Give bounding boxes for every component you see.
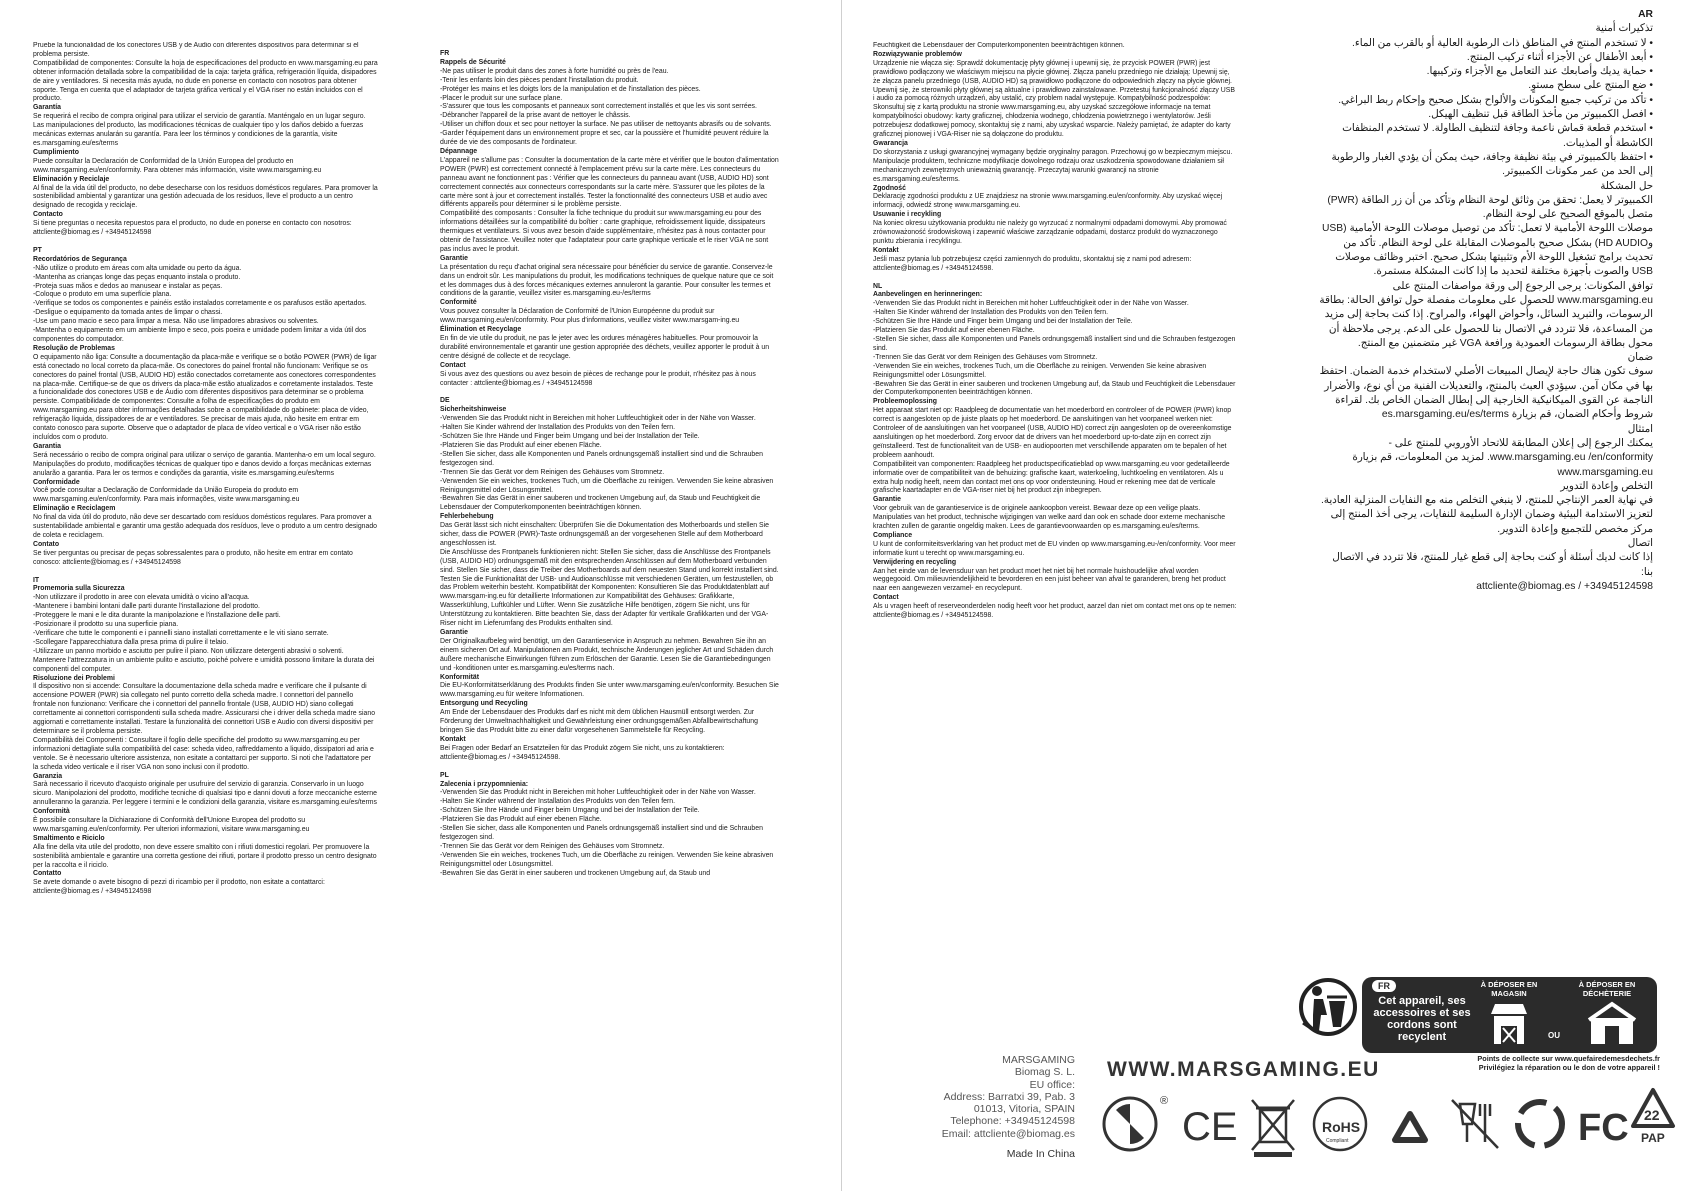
paragraph: -Halten Sie Kinder während der Installation des Produkts von den Teilen fern. — [440, 798, 676, 806]
section-heading: Garantia — [33, 442, 61, 450]
paragraph: -Posizionare il prodotto su una superficie piana. — [33, 621, 179, 629]
paragraph: -Protéger les mains et les doigts lors de la manipulation et de l'installation des pièces. — [440, 85, 701, 93]
text-column-1 — [33, 42, 378, 1177]
paragraph: موصلات اللوحة الأمامية لا تعمل: تأكد من توصيل موصلات اللوحة الأمامية (USB وHD AUDIO) بشكل صحيح بالموصلات المقابلة على لوحة النظام. تأكد من تحديث برامج تشغيل اللوحة الأم وتثبيتها بشكل صحيح. اختبر وظائف موصلات USB والصوت بأجهزة مختلفة لتحديد ما إذا كانت المشكلة مستمرة. — [1321, 223, 1653, 278]
paragraph: -Coloque o produto em uma superfície plana. — [33, 291, 172, 299]
section-heading: Contact — [440, 361, 466, 369]
section — [33, 42, 378, 238]
language-code: FR — [440, 50, 450, 57]
paragraph: attcliente@biomag.es / +34945124598 — [1476, 580, 1653, 592]
paragraph: -Não utilize o produto em áreas com alta umidade ou perto da água. — [33, 264, 242, 272]
triman-info-badge — [1362, 977, 1657, 1053]
pap-number: 22 — [1644, 1107, 1660, 1123]
paragraph: -Verwenden Sie das Produkt nicht in Bereichen mit hoher Luftfeuchtigkeit oder in der Nähe von Wasser. — [873, 300, 1189, 308]
paragraph: Urządzenie nie włącza się: Sprawdź dokumentację płyty głównej i upewnij się, że przycisk POWER (PWR) jest prawidłowo podłączony we właściwym miejscu na płycie głównej. Złącza panelu przedniego nie działają: Upewnij się, że złącza panelu przedniego (USB, AUDIO HD) są prawidłowo podłączone do odpowiednich złączy na płycie głównej. Upewnij się, że sterowniki płyty głównej są aktualne i prawidłowo zainstalowane. Przetestuj funkcjonalność złączy USB i audio za pomocą różnych urządzeń, aby ustalić, czy problem nadal występuje. Kompatybilność podzespołów: Skonsultuj się z kartą produktu na stronie www.marsgaming.eu, aby uzyskać szczegółowe informacje na temat kompatybilności obudowy: karty graficznej, chłodzenia wodnego, chłodzenia powietrznego i wentylatorów. Jeśli potrzebujesz dodatkowej pomocy, skontaktuj się z nami, aby uzyskać wsparcie. Należy pamiętać, że adapter do karty graficznej pionowej i VGA-Riser nie są dołączone do produktu. — [873, 59, 1235, 139]
paragraph: Jeśli masz pytania lub potrzebujesz części zamiennych do produktu, skontaktuj się z nami pod adresem: attcliente@biomag.es / +34945124598. — [873, 255, 1192, 272]
section — [873, 42, 1238, 274]
paragraph: -Proteggere le mani e le dita durante la manipolazione e l'installazione delle parti. — [33, 612, 281, 620]
paragraph: Bei Fragen oder Bedarf an Ersatzteilen für das Produkt zögern Sie nicht, uns zu kontaktieren: attcliente@biomag.es / +34945124598. — [440, 744, 725, 761]
paragraph: -Bewahren Sie das Gerät in einer sauberen und trockenen Umgebung auf, da Staub und Feuchtigkeit die Lebensdauer der Computerkomponenten beeinträchtigen können. — [873, 380, 1236, 397]
paragraph: • أبعد الأطفال عن الأجزاء أثناء تركيب المنتج. — [1466, 51, 1653, 63]
paragraph: -Platzieren Sie das Produkt auf einer ebenen Fläche. — [440, 816, 602, 824]
section-heading: Kontakt — [440, 735, 466, 743]
paragraph: Você pode consultar a Declaração de Conformidade da União Europeia do produto em www.marsgaming.eu/en/conformity. Para mais informações, visite www.marsgaming.eu — [33, 487, 300, 504]
option-dechetterie: À DÉPOSER EN DÉCHÈTERIE — [1578, 980, 1636, 998]
paragraph: -Trennen Sie das Gerät vor dem Reinigen des Gehäuses vom Stromnetz. — [440, 468, 665, 476]
rohs-icon — [1314, 1098, 1366, 1150]
section-heading: Usuwanie i recykling — [873, 211, 942, 219]
paragraph: -Platzieren Sie das Produkt auf einer ebenen Fläche. — [440, 441, 602, 449]
paragraph: -Utiliser un chiffon doux et sec pour nettoyer la surface. Ne pas utiliser de nettoyants abrasifs ou de solvants. — [440, 121, 772, 129]
text-column-arabic — [1318, 8, 1653, 688]
pap-recycle-icon — [1627, 1082, 1679, 1154]
section — [873, 283, 1238, 621]
paragraph: -Halten Sie Kinder während der Installation des Produkts von den Teilen fern. — [440, 424, 676, 432]
company-address: Address: Barratxi 39, Pab. 3 — [943, 1090, 1075, 1103]
website-url: WWW.MARSGAMING.EU — [1107, 1058, 1380, 1081]
paragraph: -Proteja suas mãos e dedos ao manusear e instalar as peças. — [33, 282, 223, 290]
paragraph: Compatibilité des composants : Consulter la fiche technique du produit sur www.marsgaming.eu pour des informations détaillées sur la compatibilité du boîtier : carte graphique, refroidissement liquide, dissipateurs thermiques et ventilateurs. Si vous avez besoin d'aide supplémentaire, n'hésitez pas à nous contacter pour obtenir de l'assistance. Veuillez noter que l'adaptateur pour carte graphique verticale et le riser VGA ne sont pas inclus avec le produit. — [440, 210, 769, 253]
rohs-label: RoHS — [1322, 1119, 1361, 1135]
language-code: PL — [440, 771, 449, 779]
paragraph: O equipamento não liga: Consulte a documentação da placa-mãe e verifique se o botão POWER (PWR) de ligar está conectado no local correto da placa-mãe. Os conectores do painel frontal não funcionam: Verifique se os conectores do painel frontal (USB, AUDIO HD) estão conectados corretamente aos conectores correspondentes na placa-mãe. Certifique-se de que os drivers da placa-mãe estão atualizados e corretamente instalados. Teste a funcionalidade dos conectores USB e de Áudio com diferentes dispositivos para determinar se o problema persiste. Compatibilidade de componentes: Consulte a folha de especificações do produto em www.marsgaming.eu para obter informações detalhadas sobre a compatibilidade do gabinete: placa de vídeo, refrigeração líquida, dissipadores de ar e ventiladores. Se precisar de mais ajuda, não hesite em entrar em contato conosco para suporte. Observe que o adaptador de placa de vídeo vertical e o VGA riser não estão incluídos com o produto. — [33, 353, 377, 441]
paragraph: إذا كانت لديك أسئلة أو كنت بحاجة إلى قطع غيار للمنتج، فلا تتردد في الاتصال بنا: — [1332, 552, 1653, 578]
section-heading: Eliminação e Reciclagem — [33, 505, 116, 513]
section-heading: Garantie — [440, 629, 468, 636]
language-code: DE — [440, 397, 450, 405]
section-heading: Kontakt — [873, 246, 899, 254]
paragraph: • احتفظ بالكمبيوتر في بيئة نظيفة وجافة، حيث يمكن أن يؤدي الغبار والرطوبة إلى الحد من عمر مكونات الكمبيوتر. — [1331, 151, 1653, 178]
section-heading: Rozwiązywanie problemów — [873, 50, 962, 58]
paragraph: No final da vida útil do produto, não deve ser descartado com resíduos domésticos regulares. Para promover a sustentabilidade ambiental e garantir uma gestão adequada dos resíduos, leve o produto a um centro designado de coleta e reciclagem. — [33, 514, 377, 539]
section-heading: Aanbevelingen en herinneringen: — [873, 291, 983, 299]
section — [33, 577, 378, 898]
paragraph: Será necessário o recibo de compra original para utilizar o serviço de garantia. Mantenha-o em um local seguro. Manipulações do produto, modificações técnicas de qualquer tipo e danos devido a forças mecânicas externas anularão a garantia. Para ler os termos e condições da garantia, visite es.marsgaming.eu/es/terms — [33, 451, 376, 477]
green-dot-icon — [1104, 1098, 1156, 1150]
paragraph: -Stellen Sie sicher, dass alle Komponenten und Panels ordnungsgemäß installiert sind und die Schrauben festgezogen sind. — [440, 825, 763, 841]
section-heading: Conformità — [33, 808, 70, 816]
paragraph: -Desligue o equipamento da tomada antes de limpar o chassi. — [33, 309, 223, 317]
paragraph: -Garder l'équipement dans un environnement propre et sec, car la poussière et l'humidité peuvent réduire la durée de vie des composants de l'ordinateur. — [440, 130, 769, 147]
weee-bin-icon — [1252, 1100, 1294, 1157]
paragraph: -Débrancher l'appareil de la prise avant de nettoyer le châssis. — [440, 112, 631, 120]
section-heading: Élimination et Recyclage — [440, 326, 522, 334]
paragraph: L'appareil ne s'allume pas : Consulter la documentation de la carte mère et vérifier que le bouton d'alimentation POWER (PWR) est correctement connecté à l'emplacement prévu sur la carte mère. Les connecteurs du panneau avant ne fonctionnent pas : Vérifier que les connecteurs du panneau avant (USB, AUDIO HD) sont correctement connectés aux connecteurs correspondants sur la carte mère. S'assurer que les pilotes de la carte mère sont à jour et correctement installés. Tester la fonctionnalité des connecteurs USB et audio avec différents appareils pour déterminer si le problème persiste. — [440, 156, 779, 209]
recycle-loop-icon — [1518, 1102, 1562, 1146]
paragraph: -Placer le produit sur une surface plane. — [440, 94, 563, 102]
paragraph: Das Gerät lässt sich nicht einschalten: Überprüfen Sie die Dokumentation des Motherboards und stellen Sie sicher, dass die POWER (PWR)-Taste ordnungsgemäß an der vorgesehenen Stelle auf dem Motherboard angeschlossen ist. — [440, 522, 770, 547]
paragraph: Si tiene preguntas o necesita repuestos para el producto, no dude en ponerse en contacto con nosotros: attcliente@biomag.es / +34945124598 — [33, 220, 352, 237]
paragraph: -Use um pano macio e seco para limpar a mesa. Não use limpadores abrasivos ou solventes. — [33, 318, 319, 326]
paragraph: Die Anschlüsse des Frontpanels funktionieren nicht: Stellen Sie sicher, dass die Anschlüsse des Frontpanels (USB, AUDIO HD) ordnungsgemäß mit den entsprechenden Anschlüssen auf dem Motherboard verbunden sind. Stellen Sie sicher, dass die Treiber des Motherboards auf dem neuesten Stand und korrekt installiert sind. Testen Sie die Funktionalität der USB- und Audioanschlüsse mit verschiedenen Geräten, um festzustellen, ob das Problem weiterhin besteht. Kompatibilität der Komponenten: Konsultieren Sie das Produktdatenblatt auf www.marsgam-ing.eu für detaillierte Informationen zur Kompatibilität des Gehäuses: Grafikkarte, Wasserkühlung, Luftkühler und Lüfter. Wenn Sie zusätzliche Hilfe benötigen, zögern Sie nicht, uns für Unterstützung zu kontaktieren. Bitte beachten Sie, dass der Adapter für vertikale Grafikkarten und der VGA-Riser nicht im Lieferumfang des Produkts enthalten sind. — [440, 548, 779, 628]
paragraph: Als u vragen heeft of reserveonderdelen nodig heeft voor het product, aarzel dan niet om contact met ons op te nemen: attcliente@biomag.es / +34945124598. — [873, 603, 1237, 620]
section-heading: Conformidade — [33, 478, 80, 486]
paragraph: Alla fine della vita utile del prodotto, non deve essere smaltito con i rifiuti domestici regolari. Per promuovere la sostenibilità ambientale e garantire una corretta gestione dei rifiuti, portare il prodotto presso un centro designato per la raccolta e il riciclo. — [33, 843, 377, 869]
paragraph: في نهاية العمر الإنتاجي للمنتج، لا ينبغي التخلص منه مع النفايات المنزلية العادية. لتعزيز الاستدامة البيئية وضمان الإدارة السليمة للنفايات، يرجى أخذ المنتج إلى مركز مخصص للتجميع وإعادة التدوير. — [1320, 495, 1653, 535]
paragraph: اتصال — [1627, 537, 1653, 549]
paragraph: Die EU-Konformitätserklärung des Produkts finden Sie unter www.marsgaming.eu/en/conformity. Besuchen Sie www.marsgaming.eu für weitere Informationen. — [440, 682, 779, 699]
paragraph: -Verwenden Sie ein weiches, trockenes Tuch, um die Oberfläche zu reinigen. Verwenden Sie keine abrasiven Reinigungsmittel oder Lösungsmittel. — [440, 851, 774, 868]
paragraph: Vous pouvez consulter la Déclaration de Conformité de l'Union Européenne du produit sur www.marsgaming.eu/en/conformity. Pour plus d'informations, veuillez visiter www.marsgam-ing.eu — [440, 308, 740, 325]
rohs-compliant: Compliant — [1326, 1138, 1349, 1144]
paragraph: يمكنك الرجوع إلى إعلان المطابقة للاتحاد الأوروبي للمنتج على -www.marsgaming.eu /en/conformity. لمزيد من المعلومات، قم بزيارة www.marsgaming.eu — [1352, 437, 1653, 478]
paragraph: • ضع المنتج على سطح مستوٍ. — [1528, 80, 1653, 92]
triman-footer-line1: Points de collecte sur www.quefairedemesdechets.fr — [1477, 1054, 1660, 1063]
paragraph: Compatibilità dei Componenti : Consultare il foglio delle specifiche del prodotto su www.marsgaming.eu per informazioni dettagliate sulla compatibilità del case: scheda video, raffreddamento a liquido, dissipatori ad aria e ventole. Se è necessario ulteriore assistenza, non esitate a contattarci per supporto. Si noti che l'adattatore per la scheda video verticale e il riser VGA non sono inclusi con il prodotto. — [33, 736, 374, 771]
paragraph: -Halten Sie Kinder während der Installation des Produkts von den Teilen fern. — [873, 309, 1109, 317]
paragraph: -Trennen Sie das Gerät vor dem Reinigen des Gehäuses vom Stromnetz. — [440, 842, 665, 850]
paragraph: • استخدم قطعة قماش ناعمة وجافة لتنظيف الطاولة. لا تستخدم المنظفات الكاشطة أو المذيبات. — [1342, 123, 1653, 149]
section-heading: Smaltimento e Riciclo — [33, 834, 105, 842]
paragraph: -Bewahren Sie das Gerät in einer sauberen und trockenen Umgebung auf, da Staub und Feuchtigkeit die Lebensdauer der Computerkomponenten beeinträchtigen können. — [440, 495, 761, 512]
paragraph: • تأكد من تركيب جميع المكونات والألواح بشكل صحيح وإحكام ربط البراغي. — [1338, 94, 1653, 106]
paragraph: • افصل الكمبيوتر من مأخذ الطاقة قبل تنظيف الهيكل. — [1428, 109, 1653, 121]
paragraph: -Verwenden Sie ein weiches, trockenes Tuch, um die Oberfläche zu reinigen. Verwenden Sie keine abrasiven Reinigungsmittel oder Lösungsmittel. — [873, 362, 1207, 379]
paragraph: -Trennen Sie das Gerät vor dem Reinigen des Gehäuses vom Stromnetz. — [873, 353, 1098, 361]
paragraph: -Verwenden Sie das Produkt nicht in Bereichen mit hoher Luftfeuchtigkeit oder in der Nähe von Wasser. — [440, 415, 756, 423]
paragraph: الكمبيوتر لا يعمل: تحقق من وثائق لوحة النظام وتأكد من أن زر الطاقة (PWR) متصل بالموقع الصحيح على لوحة النظام. — [1327, 194, 1653, 221]
section-heading: Garantía — [33, 104, 61, 112]
section — [440, 397, 780, 762]
section-heading: Fehlerbehebung — [440, 513, 494, 521]
made-in: Made In China — [1006, 1148, 1075, 1161]
paragraph: -Stellen Sie sicher, dass alle Komponenten und Panels ordnungsgemäß installiert sind und die Schrauben festgezogen sind. — [440, 450, 763, 467]
section-heading: Verwijdering en recycling — [873, 558, 957, 566]
paragraph: Aan het einde van de levensduur van het product moet het niet bij het normale huishoudelijke afval worden weggegooid. Om milieuvriendelijkheid te bevorderen en een juist beheer van afval te garanderen, breng het product naar een aangewezen verzamel- en recyclepunt. — [873, 567, 1226, 593]
section-heading: Contacto — [33, 211, 63, 219]
company-name: MARSGAMING — [1002, 1054, 1075, 1066]
section-heading: Eliminación y Reciclaje — [33, 175, 110, 183]
paragraph: Il dispositivo non si accende: Consultare la documentazione della scheda madre e verificare che il pulsante di accensione POWER (PWR) sia collegato nel punto corretto della scheda madre. I connettori del pannello frontale non funzionano: Verificare che i connettori del pannello frontale (USB, AUDIO HD) siano collegati correttamente ai connettori corrispondenti sulla scheda madre. Assicurarsi che i driver della scheda madre siano aggiornati e correttamente installati. Testare la funzionalità dei connettori USB e Audio con diversi dispositivi per determinare se il problema persiste. — [33, 683, 376, 735]
paragraph: Puede consultar la Declaración de Conformidad de la Unión Europea del producto en www.marsgaming.eu/en/conformity. Para obtener más información, visite www.marsgaming.eu — [33, 157, 322, 174]
paragraph: Si vous avez des questions ou avez besoin de pièces de rechange pour le produit, n'hésitez pas à nous contacter : attcliente@biomag.es / +34945124598 — [440, 370, 756, 387]
paragraph: Het apparaat start niet op: Raadpleeg de documentatie van het moederbord en controleer of de POWER (PWR) knop correct is aangesloten op de juiste plaats op het moederbord. De aansluitingen van het voorpaneel werken niet: Controleer of de aansluitingen van het voorpaneel (USB, AUDIO HD) correct zijn aangesloten op de overeenkomstige aansluitingen op het moederbord. Zorg ervoor dat de drivers van het moederbord up-to-date zijn en correct zijn geïnstalleerd. Test de functionaliteit van de USB- en audiopoorten met verschillende apparaten om te bepalen of het probleem aanhoudt. — [873, 407, 1232, 459]
pap-label: PAP — [1641, 1131, 1665, 1145]
paragraph: • لا تستخدم المنتج في المناطق ذات الرطوبة العالية أو بالقرب من الماء. — [1352, 37, 1653, 49]
food-contact-icon — [1452, 1100, 1498, 1148]
paragraph: -Schützen Sie Ihre Hände und Finger beim Umgang und bei der Installation der Teile. — [873, 318, 1133, 326]
section-heading: Entsorgung und Recycling — [440, 700, 528, 708]
section-heading: Zalecenia i przypomnienia: — [440, 780, 529, 788]
paragraph: En fin de vie utile du produit, ne pas le jeter avec les ordures ménagères habituelles. Pour promouvoir la durabilité environnementale et garantir une gestion appropriée des déchets, veuillez apporter le produit à un centre désigné de collecte et de recyclage. — [440, 335, 770, 360]
text-column-2 — [440, 50, 780, 1177]
section-heading: Conformité — [440, 299, 477, 307]
paragraph: -Verwenden Sie ein weiches, trockenes Tuch, um die Oberfläche zu reinigen. Verwenden Sie keine abrasiven Reinigungsmittel oder Lösungsmittel. — [440, 477, 774, 494]
paragraph: -Mantenha o equipamento em um ambiente limpo e seco, pois poeira e umidade podem limitar a vida útil dos componentes do computador. — [33, 327, 367, 343]
company-info — [920, 1054, 1075, 1160]
section-heading: Zgodność — [873, 184, 906, 192]
paragraph: -Utilizzare un panno morbido e asciutto per pulire il piano. Non utilizzare detergenti abrasivi o solventi. — [33, 647, 344, 655]
or-label: OU — [1548, 1031, 1560, 1040]
paragraph: -Mantenha as crianças longe das peças enquanto instala o produto. — [33, 273, 241, 281]
paragraph: -Tenir les enfants loin des pièces pendant l'installation du produit. — [440, 76, 639, 84]
section-heading: Dépannage — [440, 147, 478, 155]
paragraph: -Verwenden Sie das Produkt nicht in Bereichen mit hoher Luftfeuchtigkeit oder in der Nähe von Wasser. — [440, 789, 756, 797]
company-phone: Telephone: +34945124598 — [950, 1115, 1075, 1128]
language-code: NL — [873, 282, 883, 290]
section-heading: Contato — [33, 540, 60, 548]
paragraph: Am Ende der Lebensdauer des Produkts darf es nicht mit dem üblichen Hausmüll entsorgt werden. Zur Förderung der Umweltnachhaltigkeit und Gewährleistung einer ordnungsgemäßen Abfallbewirtschaftung bringen Sie das Produkt bitte zu einer dafür vorgesehenen Sammelstelle für Recycling. — [440, 709, 758, 734]
paragraph: Se tiver perguntas ou precisar de peças sobressalentes para o produto, não hesite em entrar em contato conosco: attcliente@biomag.es / +34945124598 — [33, 549, 353, 566]
section-heading: Risoluzione dei Problemi — [33, 674, 115, 682]
paragraph: -Verifique se todos os componentes e painéis estão instalados corretamente e os parafusos estão apertados. — [33, 300, 367, 308]
paragraph: Do skorzystania z usługi gwarancyjnej wymagany będzie oryginalny paragon. Przechowuj go w bezpiecznym miejscu. Manipulacje produktem, techniczne modyfikacje dowolnego rodzaju oraz uszkodzenia spowodowane działaniem sił mechanicznych zewnętrznych unieważnią gwarancję. Przeczytaj warunki gwarancji na stronie es.marsgaming.eu/es/terms. — [873, 148, 1233, 183]
paragraph: حل المشكلة — [1600, 180, 1653, 192]
section-heading: Garanzia — [33, 772, 63, 780]
section — [33, 247, 378, 568]
paragraph: -Bewahren Sie das Gerät in einer sauberen und trockenen Umgebung auf, da Staub und — [440, 869, 711, 877]
paragraph: La présentation du reçu d'achat original sera nécessaire pour bénéficier du service de garantie. Conservez-le dans un endroit sûr. Les manipulations du produit, les modifications techniques de quelque nature que ce soit et les dommages dus à des forces mécaniques externes annuleront la garantie. Pour consulter les termes et conditions de la garantie, veuillez visiter es.marsgaming.eu-/es/terms — [440, 263, 774, 298]
paragraph: ضمان — [1627, 352, 1653, 364]
triman-footer — [1430, 1055, 1660, 1072]
section-heading: Contatto — [33, 870, 62, 878]
section-heading: Compliance — [873, 531, 913, 539]
paragraph: Feuchtigkeit die Lebensdauer der Computerkomponenten beeinträchtigen können. — [873, 42, 1125, 49]
section — [440, 772, 780, 879]
paragraph: سوف تكون هناك حاجة لإيصال المبيعات الأصلي لاستخدام خدمة الضمان. احتفظ بها في مكان آمن. سيؤدي العبث بالمنتج، والتعديلات الفنية من أي نوع، والأضرار الناجمة عن القوى الميكانيكية الخارجية إلى إبطال الضمان الخاص بك. لقراءة شروط وأحكام الضمان، قم بزيارة es.marsgaming.eu/es/terms — [1319, 366, 1653, 421]
section-heading: Gwarancja — [873, 139, 908, 147]
paragraph: -Non utilizzare il prodotto in aree con elevata umidità o vicino all'acqua. — [33, 594, 250, 602]
language-code: IT — [33, 576, 40, 584]
triman-footer-line2: Privilégiez la réparation ou le don de votre appareil ! — [1478, 1062, 1660, 1072]
paragraph: -Ne pas utiliser le produit dans des zones à forte humidité ou près de l'eau. — [440, 67, 669, 75]
option-store: À DÉPOSER EN MAGASIN — [1480, 980, 1538, 998]
section-heading: Garantie — [440, 254, 468, 262]
section-heading: Rappels de Sécurité — [440, 58, 506, 66]
dechetterie-icon — [1587, 1000, 1637, 1046]
ce-mark: CE — [1182, 1105, 1238, 1149]
company-office-label: EU office: — [1029, 1078, 1075, 1091]
paragraph: التخلص وإعادة التدوير — [1560, 480, 1653, 492]
paragraph: تذكيرات أمنية — [1595, 23, 1653, 35]
section-heading: Resolução de Problemas — [33, 344, 115, 352]
fr-tag: FR — [1372, 980, 1396, 992]
paragraph: امتثال — [1627, 423, 1653, 435]
paragraph: Compatibiliteit van componenten: Raadpleeg het productspecificatieblad op www.marsgaming.eu voor gedetailleerde informatie over de compatibiliteit van de behuizing: grafische kaart, waterkoeling, luchtkoeling en ventilatoren. Als u extra hulp nodig heeft, neem dan contact met ons op voor ondersteuning. Houd er rekening mee dat de verticale grafische kaartadapter en de VGA-riser niet bij het product zijn inbegrepen. — [873, 460, 1230, 495]
company-city: 01013, Vitoria, SPAIN — [973, 1103, 1075, 1116]
registered-mark: ® — [1160, 1095, 1169, 1107]
company-email: Email: attcliente@biomag.es — [941, 1127, 1075, 1140]
paragraph: Se avete domande o avete bisogno di pezzi di ricambio per il prodotto, non esitate a contattarci: attcliente@biomag.es / +34945124598 — [33, 879, 325, 896]
paragraph: -Verificare che tutte le componenti e i pannelli siano installati correttamente e le viti siano serrate. — [33, 630, 329, 637]
paragraph: Deklarację zgodności produktu z UE znajdziesz na stronie www.marsgaming.eu/en/conformity. Aby uzyskać więcej informacji, odwiedź stronę www.marsgaming.eu. — [873, 193, 1223, 210]
paragraph: -S'assurer que tous les composants et panneaux sont correctement installés et que les vis sont serrées. — [440, 103, 757, 111]
section-heading: Garantie — [873, 496, 901, 504]
paragraph: -Stellen Sie sicher, dass alle Komponenten und Panels ordnungsgemäß installiert sind und die Schrauben festgezogen sind. — [873, 336, 1236, 352]
section-heading: Sicherheitshinweise — [440, 406, 507, 414]
paragraph: Compatibilidad de componentes: Consulte la hoja de especificaciones del producto en www.marsgaming.eu para obtener información detallada sobre la compatibilidad de la caja: tarjeta gráfica, refrigeración líquida, disipadores de aire y ventiladores. Si necesita más ayuda, no dude en ponerse en contacto con nosotros para obtener soporte. Tenga en cuenta que el adaptador de tarjeta gráfica vertical y el VGA riser no están incluidos con el producto. — [33, 59, 378, 103]
company-legal: Biomag S. L. — [1014, 1066, 1075, 1079]
paragraph: • حماية يديك وأصابعك عند التعامل مع الأجزاء وتركيبها. — [1426, 66, 1653, 78]
paragraph: Sarà necessario il ricevuto d'acquisto originale per usufruire del servizio di garanzia. Conservarlo in un luogo sicuro. Manipolazioni del prodotto, modifiche tecniche di qualsiasi tipo e danni dovuti a forze meccaniche esterne annulleranno la garanzia. Per leggere i termini e le condizioni della garanzia, visitare es.marsgaming.eu/es/terms — [33, 781, 377, 807]
recycle-icon — [1395, 1114, 1425, 1140]
paragraph: È possibile consultare la Dichiarazione di Conformità dell'Unione Europea del prodotto su www.marsgaming.eu/en/conformity. Per ulteriori informazioni, visitare www.marsgaming.eu — [33, 817, 310, 833]
paragraph: Al final de la vida útil del producto, no debe desecharse con los residuos domésticos regulares. Para promover la sostenibilidad ambiental y garantizar una gestión adecuada de los residuos, lleve el producto a un centro designado de recogida y reciclaje. — [33, 184, 378, 210]
section-heading: Promemoria sulla Sicurezza — [33, 585, 125, 593]
paragraph: -Schützen Sie Ihre Hände und Finger beim Umgang und bei der Installation der Teile. — [440, 807, 700, 815]
section — [1318, 8, 1653, 594]
paragraph: Voor gebruik van de garantieservice is de originele aankoopbon vereist. Bewaar deze op een veilige plaats. Manipulaties van het product, technische wijzigingen van welke aard dan ook en schade door externe mechanische krachten zullen de garantie ongeldig maken. Lees de garantievoorwaarden op es.marsgaming.eu/es/terms. — [873, 505, 1226, 531]
section — [440, 50, 780, 388]
section-heading: Konformität — [440, 673, 480, 681]
fc-mark: FC — [1578, 1107, 1629, 1149]
paragraph: -Schützen Sie Ihre Hände und Finger beim Umgang und bei der Installation der Teile. — [440, 433, 700, 441]
paragraph: -Platzieren Sie das Produkt auf einer ebenen Fläche. — [873, 327, 1035, 335]
triman-icon — [1297, 975, 1359, 1043]
section-heading: Cumplimiento — [33, 148, 79, 156]
section-heading: Recordatórios de Segurança — [33, 255, 127, 263]
paragraph: -Mantenere i bambini lontani dalle parti durante l'installazione del prodotto. — [33, 603, 260, 611]
paragraph: -Scollegare l'apparecchiatura dalla presa prima di pulire il telaio. — [33, 638, 229, 646]
section-heading: Probleemoplossing — [873, 398, 937, 406]
paragraph: Mantenere l'attrezzatura in un ambiente pulito e asciutto, poiché polvere e umidità possono limitare la durata dei componenti del computer. — [33, 656, 375, 673]
store-icon — [1487, 1000, 1531, 1046]
paragraph: Der Originalkaufbeleg wird benötigt, um den Garantieservice in Anspruch zu nehmen. Bewahren Sie ihn an einem sicheren Ort auf. Manipulationen am Produkt, technische Änderungen jeglicher Art und Schäden durch äußere mechanische Einwirkungen führen zum Erlöschen der Garantie. Lesen Sie die Garantiebedingungen und -konditionen unter es.marsgaming.eu/es/terms nach. — [440, 637, 774, 672]
language-code: AR — [1638, 9, 1653, 20]
section-heading: Contact — [873, 594, 899, 602]
paragraph: Na koniec okresu użytkowania produktu nie należy go wyrzucać z normalnymi odpadami domowymi. Aby promować zrównoważoność środowiskową i zapewnić właściwe zarządzanie odpadami, dostarcz produkt do wyznaczonego punktu zbierania i recyklingu. — [873, 220, 1227, 245]
paragraph: توافق المكونات: يرجى الرجوع إلى ورقة مواصفات المنتج على www.marsgaming.eu للحصول على معلومات مفصلة حول توافق الحالة: بطاقة الرسومات، والتبريد السائل، وأحواض الهواء، والمراوح. إذا كنت بحاجة إلى مزيد من المساعدة، فلا تتردد في الاتصال بنا للحصول على الدعم. يرجى ملاحظة أن محول بطاقة الرسومات العمودية ورافعة VGA غير متضمنين مع المنتج. — [1319, 280, 1653, 349]
paragraph: Se requerirá el recibo de compra original para utilizar el servicio de garantía. Manténgalo en un lugar seguro. Las manipulaciones del producto, las modificaciones técnicas de cualquier tipo y los daños debido a fuerzas mecánicas externas anularán su garantía. Para leer los términos y condiciones de la garantía, visite es.marsgaming.eu/es/terms — [33, 113, 366, 147]
certification-row — [1100, 1090, 1660, 1162]
paragraph: U kunt de conformiteitsverklaring van het product met de EU vinden op www.marsgaming.eu-/en/conformity. Voor meer informatie kunt u terecht op www.marsgaming.eu. — [873, 540, 1236, 557]
paragraph: Pruebe la funcionalidad de los conectores USB y de Audio con diferentes dispositivos para determinar si el problema persiste. — [33, 42, 359, 58]
triman-main-text: Cet appareil, ses accessoires et ses cordons sont recyclent — [1373, 995, 1471, 1043]
language-code: PT — [33, 246, 42, 254]
text-column-3 — [873, 42, 1238, 862]
